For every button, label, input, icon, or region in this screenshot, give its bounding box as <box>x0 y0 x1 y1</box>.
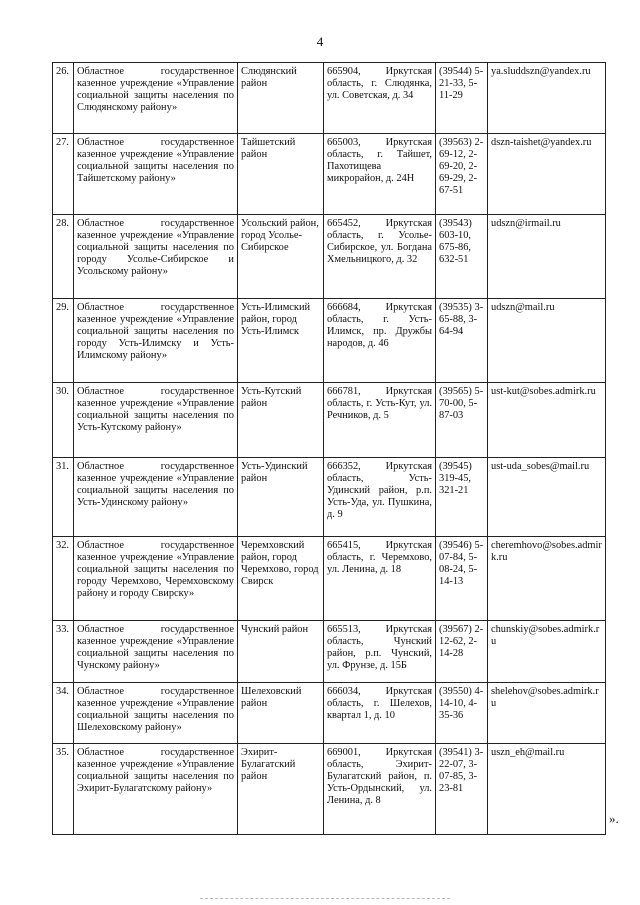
organization-name: Областное государственное казенное учреждение «Управление социальной защиты населения по Усть-Кутскому району» <box>74 383 238 458</box>
email-address: uszn_eh@mail.ru <box>488 744 606 835</box>
phone-numbers: (39545) 319-45, 321-21 <box>436 458 488 537</box>
district-name: Черемховский район, город Черемхово, город Свирск <box>238 537 324 621</box>
district-name: Усть-Удинский район <box>238 458 324 537</box>
row-number: 26. <box>53 63 74 134</box>
row-number: 34. <box>53 683 74 744</box>
table-row <box>53 215 606 299</box>
row-number: 32. <box>53 537 74 621</box>
table-row <box>53 683 606 744</box>
district-name: Усть-Кутский район <box>238 383 324 458</box>
row-number: 31. <box>53 458 74 537</box>
organization-name: Областное государственное казенное учреждение «Управление социальной защиты населения по городу Усолье-Сибирское и Усольскому району» <box>74 215 238 299</box>
district-name: Усть-Илимский район, город Усть-Илимск <box>238 299 324 383</box>
phone-numbers: (39535) 3-65-88, 3-64-94 <box>436 299 488 383</box>
row-number: 29. <box>53 299 74 383</box>
email-address: shelehov@sobes.admirk.ru <box>488 683 606 744</box>
phone-numbers: (39544) 5-21-33, 5-11-29 <box>436 63 488 134</box>
institutions-table <box>52 62 606 835</box>
institutions-table-body <box>53 63 606 835</box>
organization-name: Областное государственное казенное учреждение «Управление социальной защиты населения по Шелеховскому району» <box>74 683 238 744</box>
email-address: ya.sluddszn@yandex.ru <box>488 63 606 134</box>
phone-numbers: (39567) 2-12-62, 2-14-28 <box>436 621 488 683</box>
row-number: 33. <box>53 621 74 683</box>
page-number: 4 <box>316 34 324 49</box>
row-number: 27. <box>53 134 74 215</box>
table-row <box>53 744 606 835</box>
table-row <box>53 383 606 458</box>
email-address: ust-uda_sobes@mail.ru <box>488 458 606 537</box>
email-address: cheremhovo@sobes.admirk.ru <box>488 537 606 621</box>
row-number: 35. <box>53 744 74 835</box>
organization-name: Областное государственное казенное учреждение «Управление социальной защиты населения по городу Усть-Илимску и Усть-Илимскому району» <box>74 299 238 383</box>
email-address: udszn@mail.ru <box>488 299 606 383</box>
postal-address: 665904, Иркутская область, г. Слюдянка, ул. Советская, д. 34 <box>324 63 436 134</box>
district-name: Чунский район <box>238 621 324 683</box>
email-address: udszn@irmail.ru <box>488 215 606 299</box>
email-address: ust-kut@sobes.admirk.ru <box>488 383 606 458</box>
phone-numbers: (39546) 5-07-84, 5-08-24, 5-14-13 <box>436 537 488 621</box>
phone-numbers: (39550) 4-14-10, 4-35-36 <box>436 683 488 744</box>
organization-name: Областное государственное казенное учреждение «Управление социальной защиты населения по Усть-Удинскому району» <box>74 458 238 537</box>
email-address: chunskiy@sobes.admirk.ru <box>488 621 606 683</box>
organization-name: Областное государственное казенное учреждение «Управление социальной защиты населения по Тайшетскому району» <box>74 134 238 215</box>
table-row <box>53 63 606 134</box>
district-name: Тайшетский район <box>238 134 324 215</box>
table-row <box>53 458 606 537</box>
closing-quote-mark: ». <box>609 811 619 826</box>
postal-address: 666781, Иркутская область, г. Усть-Кут, ул. Речников, д. 5 <box>324 383 436 458</box>
organization-name: Областное государственное казенное учреждение «Управление социальной защиты населения по Чунскому району» <box>74 621 238 683</box>
postal-address: 666034, Иркутская область, г. Шелехов, квартал 1, д. 10 <box>324 683 436 744</box>
postal-address: 665003, Иркутская область, г. Тайшет, Пахотищева микрорайон, д. 24Н <box>324 134 436 215</box>
row-number: 30. <box>53 383 74 458</box>
district-name: Слюдянский район <box>238 63 324 134</box>
phone-numbers: (39543) 603-10, 675-86, 632-51 <box>436 215 488 299</box>
table-row <box>53 134 606 215</box>
postal-address: 665452, Иркутская область, г. Усолье-Сибирское, ул. Богдана Хмельницкого, д. 32 <box>324 215 436 299</box>
email-address: dszn-taishet@yandex.ru <box>488 134 606 215</box>
row-number: 28. <box>53 215 74 299</box>
table-row <box>53 621 606 683</box>
organization-name: Областное государственное казенное учреждение «Управление социальной защиты населения по Слюдянскому району» <box>74 63 238 134</box>
postal-address: 665513, Иркутская область, Чунский район, р.п. Чунский, ул. Фрунзе, д. 15Б <box>324 621 436 683</box>
postal-address: 666684, Иркутская область, г. Усть-Илимск, пр. Дружбы народов, д. 46 <box>324 299 436 383</box>
district-name: Шелеховский район <box>238 683 324 744</box>
postal-address: 665415, Иркутская область, г. Черемхово, ул. Ленина, д. 18 <box>324 537 436 621</box>
organization-name: Областное государственное казенное учреждение «Управление социальной защиты населения по городу Черемхово, Черемховскому району и городу Свирску» <box>74 537 238 621</box>
table-row <box>53 537 606 621</box>
organization-name: Областное государственное казенное учреждение «Управление социальной защиты населения по Эхирит-Булагатскому району» <box>74 744 238 835</box>
table-row <box>53 299 606 383</box>
district-name: Эхирит-Булагатский район <box>238 744 324 835</box>
district-name: Усольский район, город Усолье-Сибирское <box>238 215 324 299</box>
postal-address: 666352, Иркутская область, Усть-Удинский район, р.п. Усть-Уда, ул. Пушкина, д. 9 <box>324 458 436 537</box>
phone-numbers: (39563) 2-69-12, 2-69-20, 2-69-29, 2-67-51 <box>436 134 488 215</box>
phone-numbers: (39541) 3-22-07, 3-07-85, 3-23-81 <box>436 744 488 835</box>
scan-artifact-line <box>200 898 450 901</box>
phone-numbers: (39565) 5-70-00, 5-87-03 <box>436 383 488 458</box>
postal-address: 669001, Иркутская область, Эхирит-Булагатский район, п. Усть-Ордынский, ул. Ленина, д. 8 <box>324 744 436 835</box>
